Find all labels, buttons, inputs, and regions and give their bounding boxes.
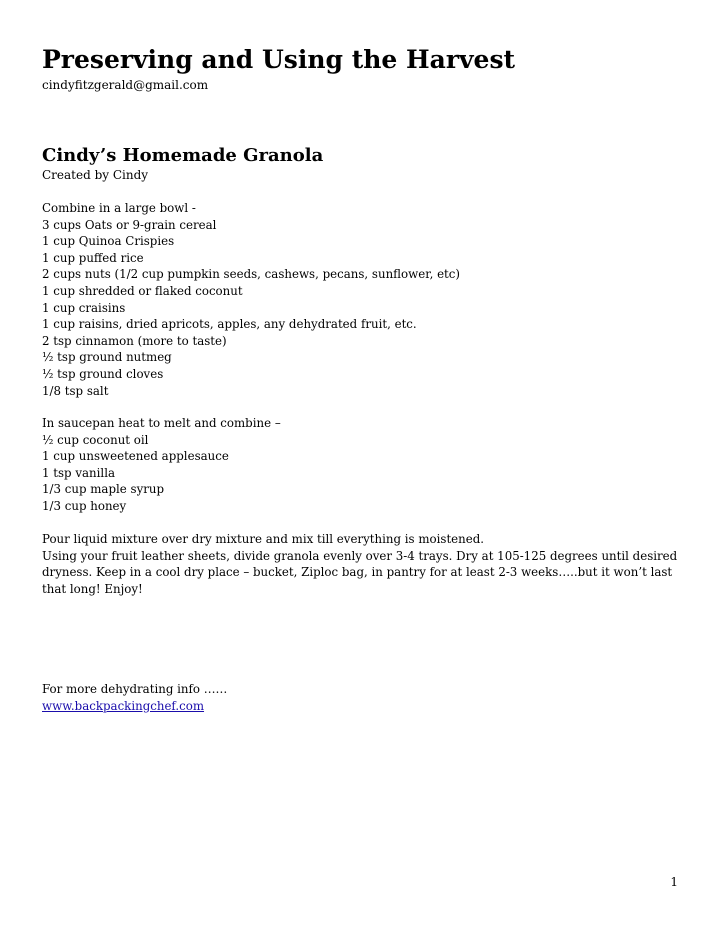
backpackingchef-link[interactable]: www.backpackingchef.com	[42, 698, 205, 713]
wet-ingredients-section	[42, 415, 682, 515]
ingredient-item: 1 cup raisins, dried apricots, apples, any dehydrated fruit, etc.	[42, 317, 417, 332]
ingredient-item: 1 tsp vanilla	[42, 465, 115, 480]
ingredient-item: 1 cup Quinoa Crispies	[42, 234, 175, 249]
ingredient-item: 1/3 cup honey	[42, 498, 127, 513]
ingredient-item: 1/8 tsp salt	[42, 383, 109, 398]
ingredient-item: 2 tsp cinnamon (more to taste)	[42, 333, 227, 348]
recipe-byline: Created by Cindy	[42, 168, 149, 182]
document-title: Preserving and Using the Harvest	[42, 45, 516, 74]
recipe-title: Cindy’s Homemade Granola	[42, 145, 324, 166]
ingredient-item: 1 cup puffed rice	[42, 250, 144, 265]
ingredient-item: 2 cups nuts (1/2 cup pumpkin seeds, cashews, pecans, sunflower, etc)	[42, 267, 460, 282]
dry-ingredients-section	[42, 200, 682, 399]
instructions-mix: Pour liquid mixture over dry mixture and mix till everything is moistened.	[42, 532, 485, 546]
ingredient-item: 1 cup craisins	[42, 300, 126, 315]
ingredient-item: 1 cup shredded or flaked coconut	[42, 283, 243, 298]
wet-ingredients-list	[42, 432, 682, 515]
page-number: 1	[670, 875, 678, 889]
more-info-text: For more dehydrating info ……	[42, 682, 228, 696]
ingredient-item: ½ tsp ground cloves	[42, 366, 164, 381]
more-info-section	[42, 681, 682, 714]
instructions-dry: Using your fruit leather sheets, divide granola evenly over 3-4 trays. Dry at 105-125 degrees until desired dryness. Keep in a cool dry place – bucket, Ziploc bag, in pantry for at least 2-3 weeks…..but it won’t last that long! Enjoy!	[42, 548, 678, 596]
dry-ingredients-heading: Combine in a large bowl -	[42, 201, 196, 215]
ingredient-item: ½ cup coconut oil	[42, 432, 149, 447]
wet-ingredients-heading: In saucepan heat to melt and combine –	[42, 416, 281, 430]
ingredient-item: 1 cup unsweetened applesauce	[42, 449, 229, 464]
ingredient-item: ½ tsp ground nutmeg	[42, 350, 172, 365]
instructions-section	[42, 531, 682, 597]
ingredient-item: 1/3 cup maple syrup	[42, 482, 165, 497]
dry-ingredients-list	[42, 217, 682, 400]
ingredient-item: 3 cups Oats or 9-grain cereal	[42, 217, 217, 232]
author-email: cindyfitzgerald@gmail.com	[42, 78, 209, 92]
